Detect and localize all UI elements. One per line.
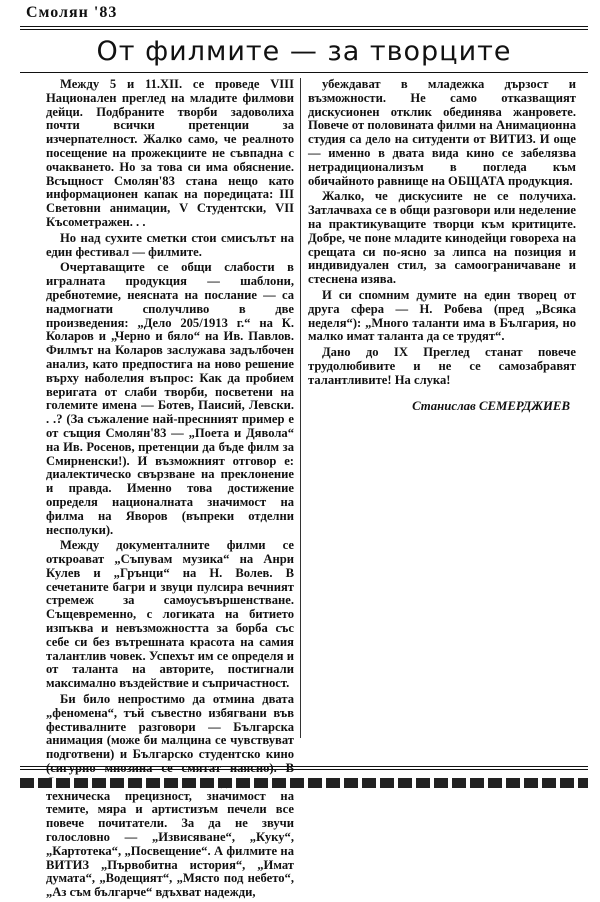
- paragraph: Но над сухите сметки стои смисълът на един фестивал — филмите.: [46, 230, 294, 259]
- paragraph: Би било непростимо да отмина двата „феномена“, тъй съвестно избягвани във фестивалните разговори — Българска анимация (може би малцина се чувствуват подготвени) и Българско студентско кино (сигурно мнозина се смятат наясно). В техническа прецизност, значимост на темите, мяра и артистизъм печели все повече почитатели. За да не звучи голословно — „Извисяване“, „Куку“, „Картотека“, „Посвещение“. А филмите на ВИТИЗ „Първобитна история“, „Имат думата“, „Водещият“, „Място под небето“, „Аз съм българче“ вдъхват надежди,: [46, 692, 294, 900]
- paragraph: Между 5 и 11.XII. се проведе VIII Национален преглед на младите филмови дейци. Подбраните творби задоволиха почти всички претенции за изчерпателност. Жалко само, че реалното посещение на прожекциите не съвпадна с очакването. Но за това си има обяснение. Всъщност Смолян'83 стана нещо като информационен капак на поредицата: III Световни анимации, V Студентски, VII Късометражен. . .: [46, 77, 294, 229]
- headline-rule: [20, 72, 588, 73]
- article-title: От филмите — за творците: [96, 36, 512, 67]
- author-byline: Станислав СЕМЕРДЖИЕВ: [412, 398, 570, 413]
- paragraph: Дано до IX Преглед станат повече трудолюбивите и не се самозабравят талантливите! На слука!: [308, 345, 576, 387]
- footer-band: [20, 778, 588, 788]
- column-divider: [300, 78, 301, 738]
- masthead: Смолян '83: [26, 4, 118, 21]
- paragraph: Жалко, че дискусиите не се получиха. Затлачваха се в общи разговори или неделение на практикуващите творци към критиците. Добре, че поне младите кинодейци говореха на срещата си по-ясно за липса на позиция и индивидуален стил, за самоограничаване и стеснена изява.: [308, 189, 576, 287]
- paragraph: Между документалните филми се откроават „Съпувам музика“ на Анри Кулев и „Грънци“ на Н. Волев. В сечетаните багри и звуци пулсира вечният стремеж за самоусъвършенстване. Същевременно, с логиката на битието изпъква и невъзможността за борба със себе си без вътрешната красота на самия талантлив човек. Успехът им се определя и от таланта на авторите, постигнали максимално въздействие и съпричастност.: [46, 538, 294, 691]
- footer-rule: [20, 766, 588, 770]
- paragraph: И си спомним думите на един творец от друга сфера — Н. Робева (пред „Всяка неделя“): „Много таланти има в България, но малко имат таланта да се трудят“.: [308, 287, 576, 344]
- header-rule: [20, 26, 588, 30]
- paragraph: Очертаващите се общи слабости в игралната продукция — шаблони, дребнотемие, неясната на послание — са надмогнати сполучливо в две произведения: „Дело 205/1913 г.“ на К. Коларов и „Черно и бяло“ на Ив. Павлов. Филмът на Коларов заслужава задълбочен анализ, като предпостига на ново решение върху наболелия въпрос: Как да пробием веригата от слаби творби, посветени на големите имена — Ботев, Паисий, Левски. . .? (За съжаление най-преснният пример е от същия Смолян'83 — „Поета и Дявола“ на Ив. Росенов, претенции да бъде филм за Смирненски!). И възможният отговор е: диалектическо свързване на преклонение и правда. Именно това достижение определя националната значимост на филма на Яворов (въпреки отделни несполуки).: [46, 260, 294, 537]
- paragraph: убеждават в младежка дързост и възможности. Не само отказващият дискусионен отклик обединява жанровете. Повече от половината филми на Анимационна студия са дело на ситуденти от ВИТИЗ. И още — именно в двата вида кино се забелязва нетрадиционализъм в погледа към обичайното равнище на ОБЩАТА продукция.: [308, 77, 576, 188]
- article-column-right: [308, 78, 576, 413]
